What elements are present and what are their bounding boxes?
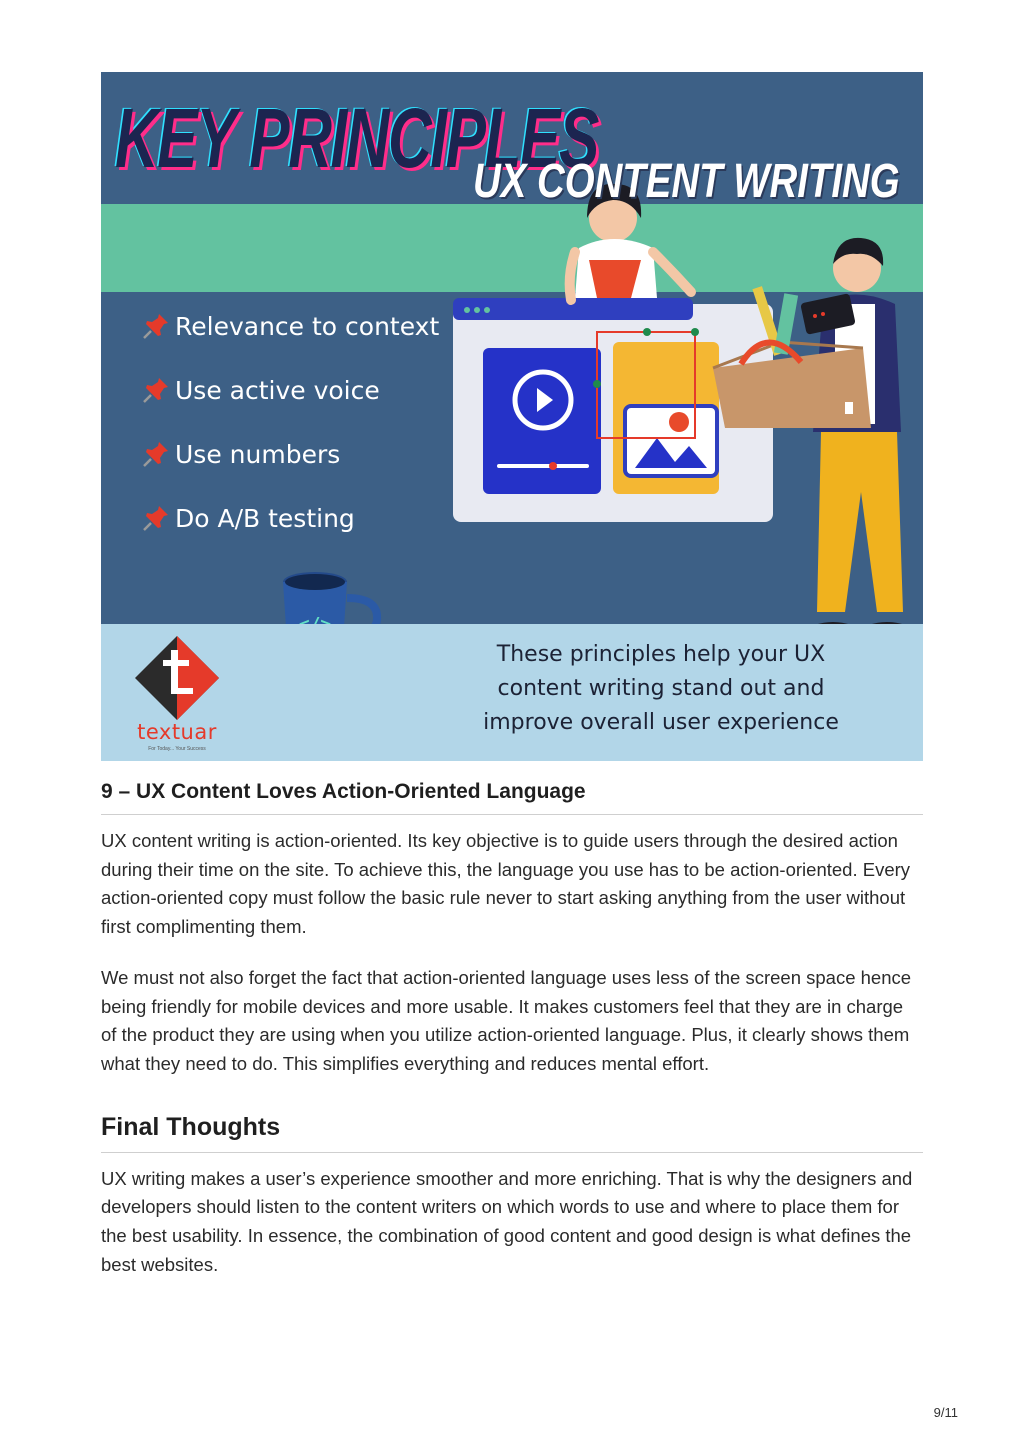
pushpin-icon (141, 311, 171, 341)
textuar-logo-tagline: For Today... Your Success (148, 746, 206, 752)
pushpin-icon (141, 503, 171, 533)
banner-title-ux-content-writing: UX CONTENT WRITING (473, 155, 900, 208)
tagline-line: content writing stand out and (497, 676, 825, 701)
section-9-paragraph: UX content writing is action-oriented. Its key objective is to guide users through the desired action during their time on the site. To achieve this, the language you use has to be action-oriented. Every action-oriented copy must follow the basic rule never to start asking anything from the user without first complimenting them. (101, 830, 911, 938)
principle-item (141, 294, 439, 358)
tagline-line: These principles help your UX (496, 642, 826, 667)
section-9-heading: 9 – UX Content Loves Action-Oriented Language (101, 780, 923, 815)
article-content (101, 780, 923, 1279)
principle-label: Use numbers (175, 439, 341, 469)
section-9-paragraph: We must not also forget the fact that action-oriented language uses less of the screen space hence being friendly for mobile devices and more usable. It makes customers feel that they are in charge of the product they are using when you utilize action-oriented language. Plus, it clearly shows them what they need to do. This simplifies everything and reduces mental effort. (101, 966, 912, 1074)
principle-item (141, 422, 439, 486)
principle-label: Relevance to context (175, 311, 440, 341)
final-thoughts-paragraph: UX writing makes a user’s experience smoother and more enriching. That is why the designers and developers should listen to the content writers on which words to use and where to place them for the best usability. In essence, the combination of good content and good design is what defines the best websites. (101, 1167, 913, 1275)
pushpin-icon (141, 375, 171, 405)
final-thoughts-heading: Final Thoughts (101, 1113, 923, 1153)
principle-item (141, 358, 439, 422)
key-principles-banner (101, 72, 923, 761)
textuar-logo-text: textuar (137, 720, 217, 744)
principle-label: Do A/B testing (175, 503, 355, 533)
tagline-line: improve overall user experience (483, 710, 839, 735)
page-number: 9/11 (933, 1405, 958, 1420)
principle-label: Use active voice (175, 375, 380, 405)
banner-title-key-principles: KEY PRINCIPLES (115, 91, 598, 185)
banner-tagline (451, 638, 871, 740)
principle-item (141, 486, 439, 550)
pushpin-icon (141, 439, 171, 469)
principles-list (141, 294, 439, 550)
